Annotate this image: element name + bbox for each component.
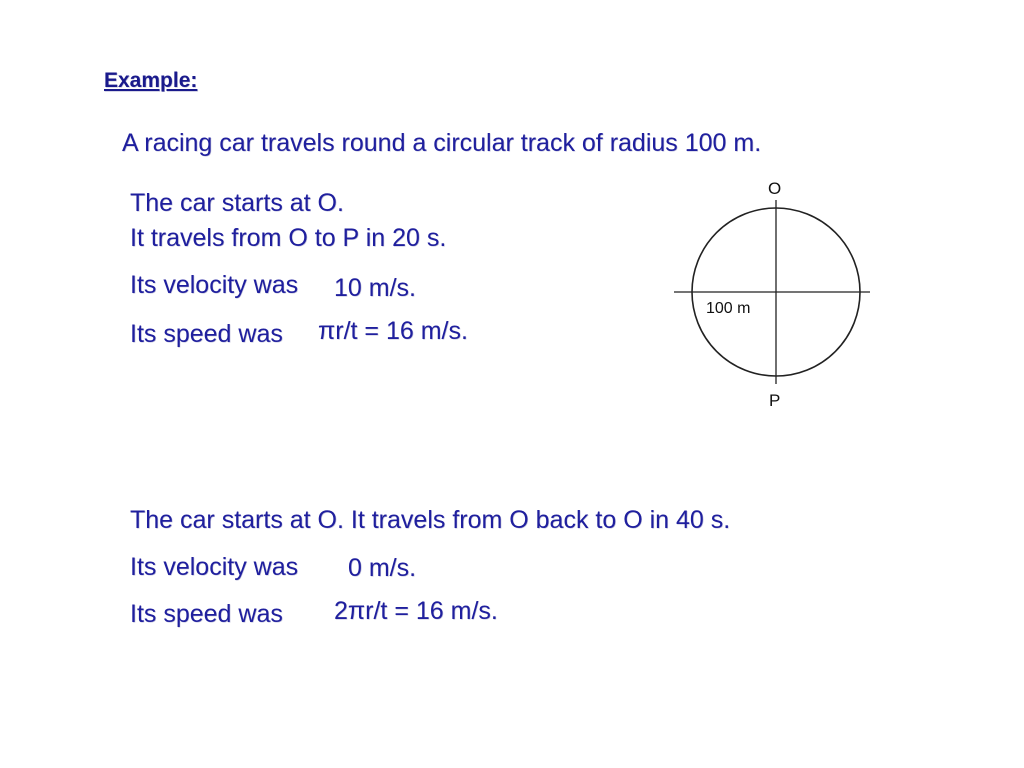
point-p-label: P [769, 391, 781, 410]
part1-start-text: The car starts at O. [130, 189, 344, 217]
problem-statement: A racing car travels round a circular track of radius 100 m. [122, 129, 762, 157]
part2-velocity-label: Its velocity was [130, 553, 299, 581]
part2-speed-value: 2πr/t = 16 m/s. [334, 597, 498, 625]
point-o-label: O [768, 179, 782, 198]
part2-velocity-value: 0 m/s. [348, 554, 417, 582]
circular-track-diagram [668, 172, 878, 412]
part1-velocity-label: Its velocity was [130, 271, 299, 299]
part2-speed-label: Its speed was [130, 600, 283, 628]
part1-velocity-value: 10 m/s. [334, 274, 416, 302]
example-heading: Example: [104, 69, 198, 92]
part2-travel-text: The car starts at O. It travels from O back to O in 40 s. [130, 506, 731, 534]
radius-label: 100 m [706, 300, 751, 317]
part1-speed-value: πr/t = 16 m/s. [318, 317, 468, 345]
part1-speed-label: Its speed was [130, 320, 283, 348]
part1-travel-text: It travels from O to P in 20 s. [130, 224, 447, 252]
